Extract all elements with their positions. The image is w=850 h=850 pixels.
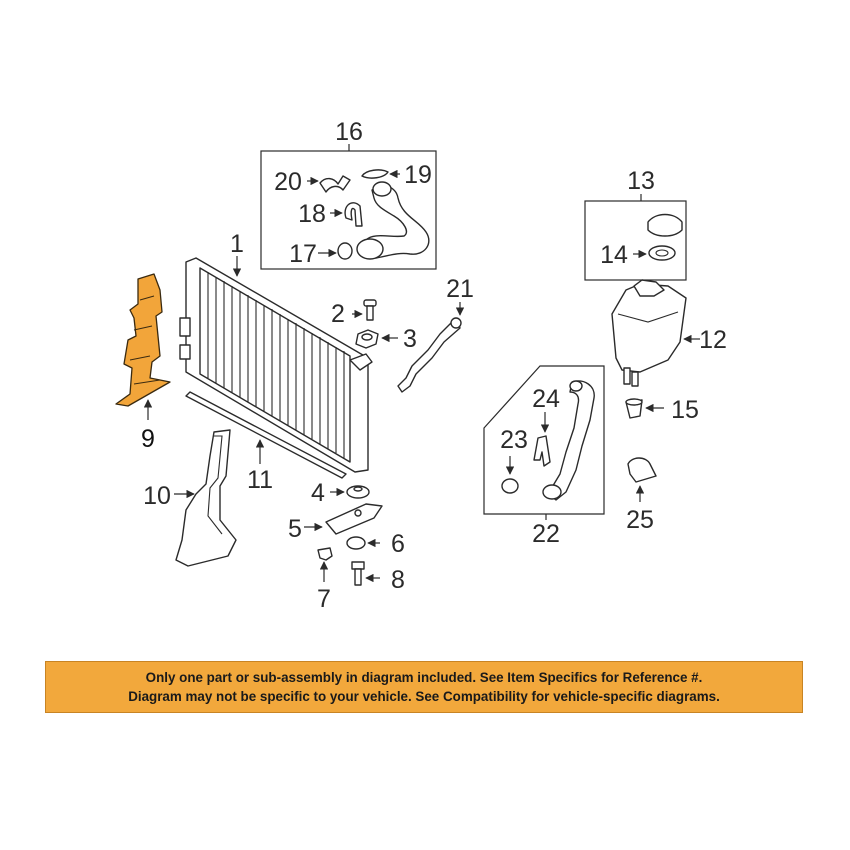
bolt-8 xyxy=(352,562,380,585)
clamp-19 xyxy=(362,170,388,178)
reservoir-12 xyxy=(612,280,700,386)
hose-20 xyxy=(320,176,350,192)
hose-18 xyxy=(345,203,362,226)
callout-13: 13 xyxy=(627,167,655,195)
grommet-3 xyxy=(356,330,398,348)
callout-25: 25 xyxy=(626,506,654,534)
seal-14 xyxy=(649,246,675,260)
callout-1: 1 xyxy=(230,230,244,258)
callout-24: 24 xyxy=(532,385,560,413)
pin-7 xyxy=(318,548,332,582)
disclaimer-banner xyxy=(45,661,803,713)
callout-11: 11 xyxy=(247,466,273,494)
grommet-6 xyxy=(347,537,380,549)
callout-16: 16 xyxy=(335,118,363,146)
callout-3: 3 xyxy=(403,325,417,353)
cap xyxy=(648,215,682,237)
callout-20: 20 xyxy=(274,168,302,196)
callout-9: 9 xyxy=(141,425,155,453)
deflector-10 xyxy=(174,430,236,566)
callout-2: 2 xyxy=(331,300,345,328)
callout-7: 7 xyxy=(317,585,331,613)
callout-14: 14 xyxy=(600,241,628,269)
callout-21: 21 xyxy=(446,275,474,303)
callout-18: 18 xyxy=(298,200,326,228)
hose-end-top xyxy=(373,182,391,196)
callout-15: 15 xyxy=(671,396,699,424)
callout-19: 19 xyxy=(404,161,432,189)
grommet-15 xyxy=(626,399,664,418)
grommet-4 xyxy=(330,486,369,498)
callout-8: 8 xyxy=(391,566,405,594)
callout-6: 6 xyxy=(391,530,405,558)
bracket-5 xyxy=(304,504,382,534)
disclaimer-line-1: Only one part or sub-assembly in diagram included. See Item Specifics for Reference #. xyxy=(145,670,703,685)
disclaimer-line-2: Diagram may not be specific to your vehicle. See Compatibility for vehicle-specific diagrams. xyxy=(128,689,720,704)
clip-25 xyxy=(628,458,656,502)
callout-22: 22 xyxy=(532,520,560,548)
o-ring-23 xyxy=(502,479,518,493)
callout-5: 5 xyxy=(288,515,302,543)
air-deflector-9 xyxy=(116,274,170,420)
callout-12: 12 xyxy=(699,326,727,354)
bolt-2 xyxy=(352,300,376,320)
o-ring-17 xyxy=(338,243,352,259)
callout-10: 10 xyxy=(143,482,171,510)
callout-23: 23 xyxy=(500,426,528,454)
callout-17: 17 xyxy=(289,240,317,268)
hose-end xyxy=(357,239,383,259)
clip-24 xyxy=(534,436,550,466)
callout-4: 4 xyxy=(311,479,325,507)
